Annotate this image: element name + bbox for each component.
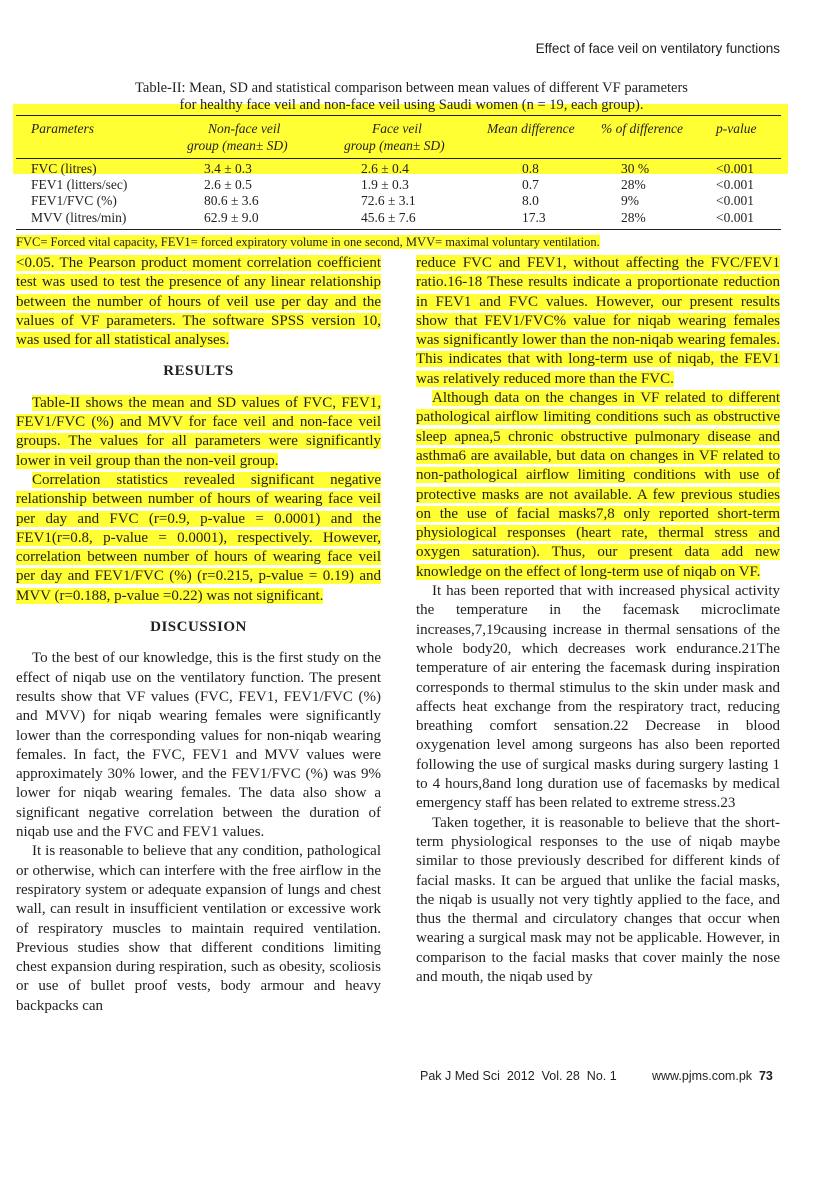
- table-header-rule: [16, 158, 781, 159]
- left-column: [16, 254, 381, 1016]
- table-top-rule: [16, 115, 781, 116]
- row-p-value: <0.001: [716, 161, 754, 176]
- row-param: FVC (litres): [31, 161, 97, 176]
- row-param: MVV (litres/min): [31, 210, 127, 225]
- header-nonveil-1: Non-face veil: [208, 121, 281, 136]
- row-veil: 1.9 ± 0.3: [361, 177, 409, 192]
- footer-page-number: 73: [758, 1069, 773, 1083]
- row-pct-diff: 28%: [621, 177, 646, 192]
- row-veil: 2.6 ± 0.4: [361, 161, 409, 176]
- discussion-paragraph-2: It is reasonable to believe that any condition, pathological or otherwise, which can interfere with the free airflow in the respiratory system or adequate expansion of lungs and chest wall, can result in insufficient ventilation or excessive work of respiratory muscles to maintain required ventilation. Previous studies show that different conditions limiting chest expansion during respiration, such as obesity, scoliosis or use of bullet proof vests, body armour and heavy backpacks can: [16, 843, 381, 1014]
- table-row: [0, 161, 823, 177]
- table-row: [0, 177, 823, 193]
- row-p-value: <0.001: [716, 210, 754, 225]
- discussion-heading: DISCUSSION: [150, 619, 247, 636]
- table-caption-line1: Table-II: Mean, SD and statistical comparison between mean values of different VF parameters: [135, 80, 688, 96]
- table-footnote: FVC= Forced vital capacity, FEV1= forced expiratory volume in one second, MVV= maximal voluntary ventilation.: [16, 235, 600, 249]
- footer-site: [652, 1069, 773, 1083]
- row-pct-diff: 28%: [621, 210, 646, 225]
- row-param: FEV1/FVC (%): [31, 193, 117, 208]
- row-pct-diff: 9%: [621, 193, 639, 208]
- row-p-value: <0.001: [716, 177, 754, 192]
- footer-year: 2012: [506, 1069, 535, 1083]
- row-nonveil: 80.6 ± 3.6: [204, 193, 259, 208]
- right-column: [416, 254, 780, 987]
- results-heading: RESULTS: [163, 363, 234, 380]
- row-mean-diff: 8.0: [522, 193, 539, 208]
- table-caption-line2: for healthy face veil and non-face veil using Saudi women (n = 19, each group).: [179, 97, 644, 113]
- running-head: Effect of face veil on ventilatory functions: [535, 41, 780, 56]
- row-p-value: <0.001: [716, 193, 754, 208]
- header-p-value: p-value: [716, 121, 757, 136]
- right-paragraph-3: It has been reported that with increased physical activity the temperature in the facemask microclimate increases,7,19causing increase in thermal sensations of the whole body20, which decreases work endurance.21The temperature of air entering the facemask during inspiration corresponds to thermal stimulus to the skin under mask and affects heat exchange from the respiratory tract, reducing breathing comfort sensation.22 Decrease in blood oxygenation level among surgeons has also been reported following the use of surgical masks during surgery lasting 1 to 4 hours,8and long duration use of facemasks by medical emergency staff has been related to extreme stress.23: [416, 583, 780, 812]
- row-mean-diff: 0.7: [522, 177, 539, 192]
- right-paragraph-4: Taken together, it is reasonable to believe that the short-term physiological responses to the use of niqab maybe similar to those previously described for different kinds of facial masks. It can be argued that unlike the facial masks, the niqab is usually not very tightly applied to the face, and thus the thermal and circulatory changes that occur when wearing a surgical mask may not be applicable. However, in comparison to the facial masks that cover mainly the nose and mouth, the niqab used by: [416, 814, 780, 985]
- row-pct-diff: 30 %: [621, 161, 650, 176]
- results-paragraph-2: Correlation statistics revealed significant negative relationship between number of hours of wearing face veil per day and FVC (r=0.9, p-value = 0.0001) and the FEV1(r=0.8, p-value = 0.0001), respectively. However, correlation between number of hours of wearing face veil per day and FEV1/FVC (%) (r=0.215, p-value = 0.19) and MVV (r=0.188, p-value =0.22) was not significant.: [16, 471, 381, 604]
- table-row: [0, 210, 823, 226]
- row-mean-diff: 0.8: [522, 161, 539, 176]
- header-nonveil-2: group (mean± SD): [187, 138, 288, 153]
- header-parameters: Parameters: [31, 121, 94, 136]
- footer-url: www.pjms.com.pk: [652, 1069, 753, 1083]
- methods-paragraph: <0.05. The Pearson product moment correlation coefficient test was used to test the presence of any linear relationship between the number of hours of veil use per day and the values of VF parameters. The software SPSS version 10, was used for all statistical analyses.: [16, 255, 381, 349]
- discussion-paragraph-1: To the best of our knowledge, this is the first study on the effect of niqab use on the ventilatory function. The present results show that VF values (FVC, FEV1, FEV1/FVC (%) and MVV) for niqab wearing females were significantly lower than the corresponding values for non-niqab wearing females. In fact, the FVC, FEV1 and MVV values were approximately 30% lower, and the FEV1/FVC (%) was 9% lower for niqab wearing females. The data also show a significant negative correlation between the duration of niqab use and the FVC and FEV1 values.: [16, 650, 381, 841]
- header-veil-1: Face veil: [372, 121, 422, 136]
- results-paragraph-1: Table-II shows the mean and SD values of FVC, FEV1, FEV1/FVC (%) and MVV for face veil and non-face veil groups. The values for all parameters were significantly lower in veil group than the non-veil group.: [16, 394, 381, 469]
- table-bottom-rule: [16, 229, 781, 230]
- row-nonveil: 2.6 ± 0.5: [204, 177, 252, 192]
- footer-volume: Vol. 28: [541, 1069, 580, 1083]
- footer-journal: Pak J Med Sci: [420, 1069, 500, 1083]
- row-nonveil: 62.9 ± 9.0: [204, 210, 259, 225]
- header-veil-2: group (mean± SD): [344, 138, 445, 153]
- row-mean-diff: 17.3: [522, 210, 546, 225]
- footer-issue: No. 1: [586, 1069, 617, 1083]
- row-nonveil: 3.4 ± 0.3: [204, 161, 252, 176]
- header-mean-difference: Mean difference: [487, 121, 575, 136]
- right-paragraph-1: reduce FVC and FEV1, without affecting the FVC/FEV1 ratio.16-18 These results indicate a proportionate reduction in FEV1 and FVC values. However, our present results show that FEV1/FVC% value for niqab wearing females was significantly lower than the non-niqab wearing females. This indicates that with long-term use of niqab, the FEV1 was relatively reduced more than the FVC.: [416, 255, 780, 387]
- row-veil: 45.6 ± 7.6: [361, 210, 416, 225]
- row-veil: 72.6 ± 3.1: [361, 193, 416, 208]
- footer-citation: [420, 1069, 617, 1083]
- table-header: [0, 120, 823, 156]
- row-param: FEV1 (litters/sec): [31, 177, 128, 192]
- header-percent-difference: % of difference: [601, 121, 683, 136]
- table-row: [0, 193, 823, 209]
- right-paragraph-2: Although data on the changes in VF related to different pathological airflow limiting conditions such as obstructive sleep apnea,5 chronic obstructive pulmonary disease and asthma6 are available, but data on changes in VF related to non-pathological airflow limiting conditions with use of protective masks are not available. A few previous studies on the use of facial masks7,8 only reported short-term physiological responses (heart rate, thermal stress and oxygen saturation). Thus, our present data add new knowledge on the effect of long-term use of niqab on VF.: [416, 390, 780, 580]
